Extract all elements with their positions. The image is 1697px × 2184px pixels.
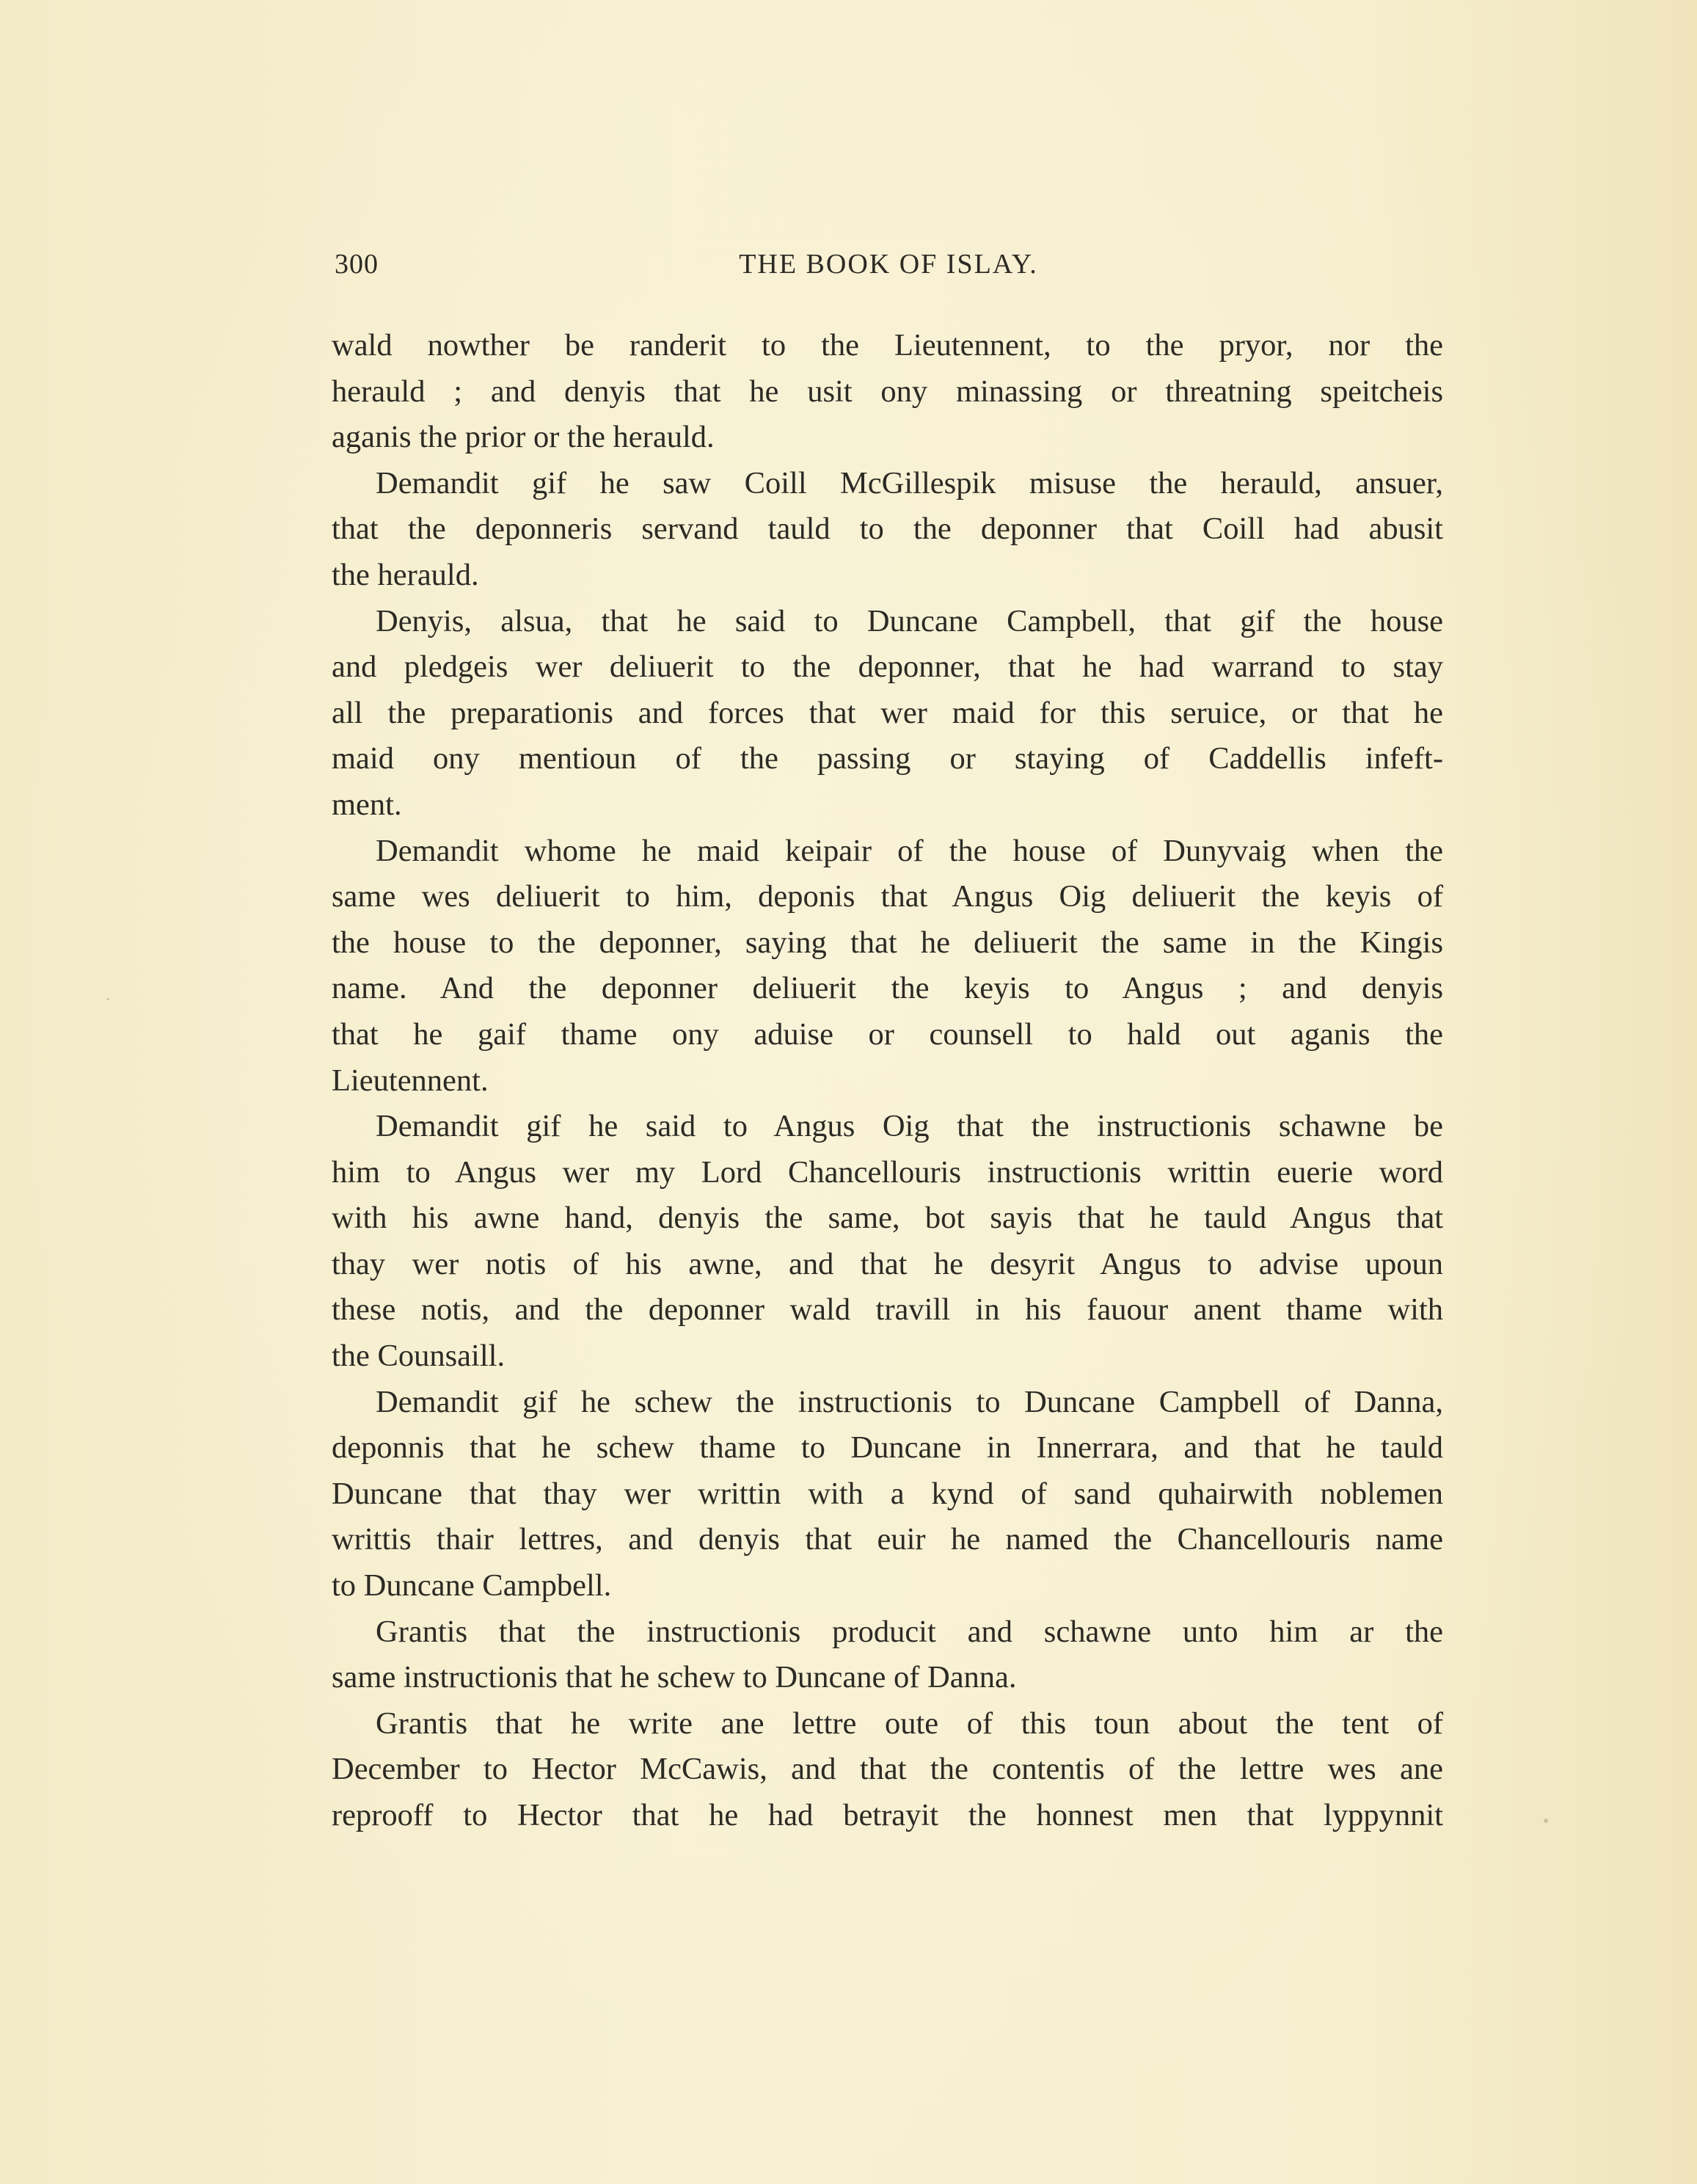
paper-speck (1544, 1819, 1548, 1823)
paragraph-first-line: Denyis, alsua, that he said to Duncane Campbell, that gif the house (376, 603, 1443, 638)
page-header (335, 248, 1442, 292)
text-line: writtis thair lettres, and denyis that euir he named the Chancellouris name (332, 1522, 1443, 1557)
text-line: Lieutennent. (332, 1063, 489, 1098)
text-line: ment. (332, 787, 402, 822)
body-text (332, 323, 1443, 1839)
text-line: name. And the deponner deliuerit the keyis to Angus ; and denyis (332, 971, 1443, 1006)
text-line: that the deponneris servand tauld to the deponner that Coill had abusit (332, 512, 1443, 547)
text-line: Duncane that thay wer writtin with a kynd of sand quhairwith noblemen (332, 1476, 1443, 1511)
paragraph-first-line: Demandit gif he said to Angus Oig that the instructionis schawne be (376, 1109, 1443, 1144)
paragraph-first-line: Demandit gif he schew the instructionis to Duncane Campbell of Danna, (376, 1384, 1443, 1419)
text-line: to Duncane Campbell. (332, 1568, 612, 1604)
paragraph-first-line: Demandit gif he saw Coill McGillespik misuse the herauld, ansuer, (376, 465, 1443, 500)
text-line: reprooff to Hector that he had betrayit the honnest men that lyppynnit (332, 1798, 1443, 1832)
text-line: the Counsaill. (332, 1339, 506, 1374)
text-line: these notis, and the deponner wald travill in his fauour anent thame with (332, 1292, 1443, 1328)
text-line: the herauld. (332, 557, 479, 592)
text-line: herauld ; and denyis that he usit ony minassing or threatning speitcheis (332, 374, 1443, 409)
paper-speck (106, 998, 109, 1000)
text-line: thay wer notis of his awne, and that he desyrit Angus to advise upoun (332, 1246, 1443, 1281)
page-number: 300 (335, 249, 379, 280)
text-line: maid ony mentioun of the passing or staying of Caddellis infeft- (332, 741, 1443, 776)
text-line: and pledgeis wer deliuerit to the deponner, that he had warrand to stay (332, 649, 1443, 685)
paragraph-first-line: Grantis that the instructionis producit and schawne unto him ar the (376, 1614, 1443, 1649)
text-line: wald nowther be randerit to the Lieutennent, to the pryor, nor the (332, 328, 1443, 363)
text-line: aganis the prior or the herauld. (332, 420, 715, 455)
running-title: THE BOOK OF ISLAY. (739, 249, 1038, 280)
text-line: same wes deliuerit to him, deponis that Angus Oig deliuerit the keyis of (332, 879, 1443, 914)
text-line: that he gaif thame ony aduise or counsell to hald out aganis the (332, 1016, 1443, 1052)
paragraph-first-line: Demandit whome he maid keipair of the house of Dunyvaig when the (376, 833, 1443, 868)
paragraph-first-line: Grantis that he write ane lettre oute of this toun about the tent of (376, 1706, 1443, 1741)
text-line: with his awne hand, denyis the same, bot sayis that he tauld Angus that (332, 1201, 1443, 1236)
text-line: him to Angus wer my Lord Chancellouris instructionis writtin euerie word (332, 1154, 1443, 1190)
text-line: deponnis that he schew thame to Duncane in Innerrara, and that he tauld (332, 1430, 1443, 1466)
text-line: same instructionis that he schew to Duncane of Danna. (332, 1660, 1017, 1695)
text-line: all the preparationis and forces that wer maid for this seruice, or that he (332, 695, 1443, 730)
text-line: the house to the deponner, saying that he deliuerit the same in the Kingis (332, 925, 1443, 960)
text-line: December to Hector McCawis, and that the contentis of the lettre wes ane (332, 1752, 1443, 1787)
